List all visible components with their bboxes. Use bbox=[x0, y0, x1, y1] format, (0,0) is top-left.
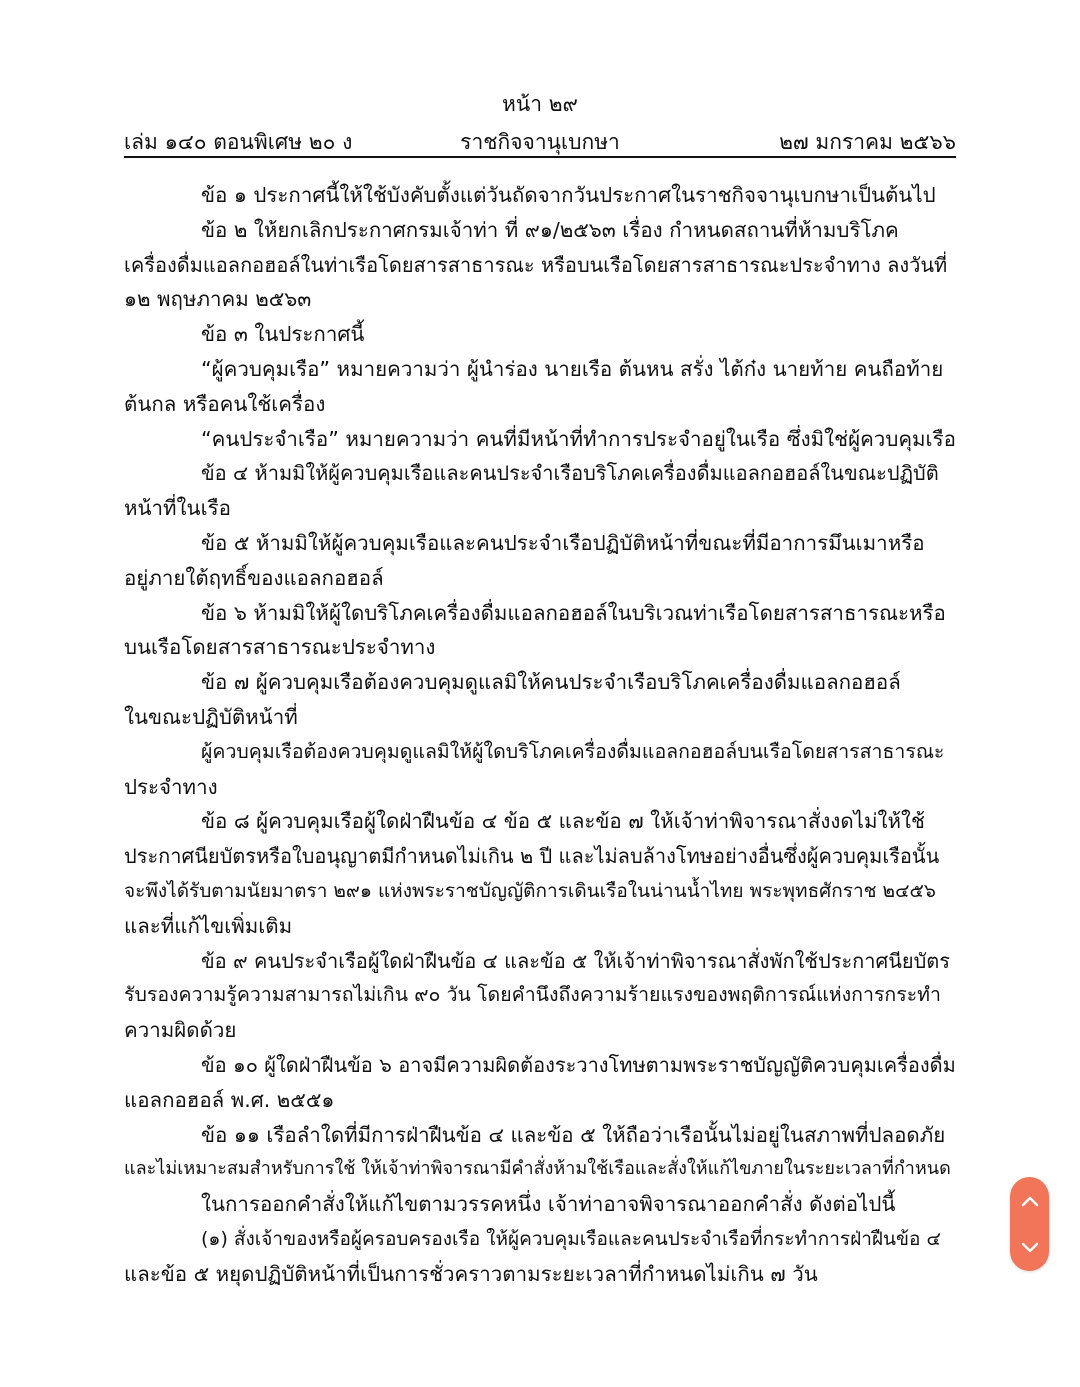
text-line bbox=[124, 700, 956, 735]
text-line bbox=[124, 909, 956, 944]
text-line-content: ๑๒ พฤษภาคม ๒๕๖๓ bbox=[124, 287, 312, 312]
text-line bbox=[124, 1013, 956, 1048]
text-line bbox=[124, 352, 956, 387]
text-line bbox=[124, 1118, 956, 1153]
text-line-content: (๑) สั่งเจ้าของหรือผู้ครอบครองเรือ ให้ผู้ควบคุมเรือและคนประจำเรือที่กระทำการฝ่าฝืนข้อ ๔ bbox=[201, 1227, 941, 1250]
text-line bbox=[124, 596, 956, 631]
text-line bbox=[124, 248, 956, 283]
text-line-content: ในการออกคำสั่งให้แก้ไขตามวรรคหนึ่ง เจ้าท่าอาจพิจารณาออกคำสั่ง ดังต่อไปนี้ bbox=[201, 1192, 896, 1217]
text-line bbox=[124, 213, 956, 248]
text-line-content: “ผู้ควบคุมเรือ” หมายความว่า ผู้นำร่อง นายเรือ ต้นหน สรั่ง ไต้ก๋ง นายท้าย คนถือท้าย bbox=[201, 356, 944, 381]
text-line-content: “คนประจำเรือ” หมายความว่า คนที่มีหน้าที่ทำการประจำอยู่ในเรือ ซึ่งมิใช่ผู้ควบคุมเรือ bbox=[201, 426, 956, 451]
text-line-content: และที่แก้ไขเพิ่มเติม bbox=[124, 913, 293, 938]
text-line bbox=[124, 1222, 956, 1257]
text-line-content: ประจำทาง bbox=[124, 774, 218, 799]
gazette-header bbox=[124, 122, 956, 158]
text-line-content: ข้อ ๑๑ เรือลำใดที่มีการฝ่าฝืนข้อ ๔ และข้อ ๕ ให้ถือว่าเรือนั้นไม่อยู่ในสภาพที่ปลอดภัย bbox=[201, 1122, 946, 1147]
text-line-content: อยู่ภายใต้ฤทธิ์ของแอลกอฮอล์ bbox=[124, 565, 384, 590]
text-line-content: จะพึงได้รับตามนัยมาตรา ๒๙๑ แห่งพระราชบัญญัติการเดินเรือในน่านน้ำไทย พระพุทธศักราช ๒๔๕๖ bbox=[124, 879, 936, 902]
scroll-down-button[interactable] bbox=[1010, 1224, 1049, 1271]
text-line-content: หน้าที่ในเรือ bbox=[124, 496, 231, 521]
text-line-content: ข้อ ๙ คนประจำเรือผู้ใดฝ่าฝืนข้อ ๔ และข้อ ๕ ให้เจ้าท่าพิจารณาสั่งพักใช้ประกาศนียบัตร bbox=[201, 948, 951, 973]
text-line-content: ข้อ ๗ ผู้ควบคุมเรือต้องควบคุมดูแลมิให้คนประจำเรือบริโภคเครื่องดื่มแอลกอฮอล์ bbox=[201, 670, 901, 695]
text-line-content: และข้อ ๕ หยุดปฏิบัติหน้าที่เป็นการชั่วคราวตามระยะเวลาที่กำหนดไม่เกิน ๗ วัน bbox=[124, 1261, 818, 1286]
chevron-down-icon bbox=[1021, 1242, 1039, 1254]
text-line bbox=[124, 456, 956, 491]
header-gazette-title: ราชกิจจานุเบกษา bbox=[460, 130, 620, 154]
text-line bbox=[124, 735, 956, 770]
text-line bbox=[124, 944, 956, 979]
text-line-content: ข้อ ๘ ผู้ควบคุมเรือผู้ใดฝ่าฝืนข้อ ๔ ข้อ ๕ และข้อ ๗ ให้เจ้าท่าพิจารณาสั่งงดไม่ให้ใช้ bbox=[201, 809, 925, 834]
text-line-content: แอลกอฮอล์ พ.ศ. ๒๕๕๑ bbox=[124, 1087, 335, 1112]
text-line bbox=[124, 422, 956, 457]
text-line bbox=[124, 630, 956, 665]
text-line-content: ข้อ ๑๐ ผู้ใดฝ่าฝืนข้อ ๖ อาจมีความผิดต้องระวางโทษตามพระราชบัญญัติควบคุมเครื่องดื่ม bbox=[201, 1052, 956, 1077]
text-line bbox=[124, 317, 956, 352]
text-line-content: ข้อ ๕ ห้ามมิให้ผู้ควบคุมเรือและคนประจำเรือปฏิบัติหน้าที่ขณะที่มีอาการมึนเมาหรือ bbox=[201, 530, 925, 555]
text-line bbox=[124, 1048, 956, 1083]
text-line bbox=[124, 839, 956, 874]
text-line bbox=[124, 526, 956, 561]
text-line-content: ข้อ ๖ ห้ามมิให้ผู้ใดบริโภคเครื่องดื่มแอลกอฮอล์ในบริเวณท่าเรือโดยสารสาธารณะหรือ bbox=[201, 600, 946, 625]
text-line bbox=[124, 282, 956, 317]
text-line-content: ข้อ ๔ ห้ามมิให้ผู้ควบคุมเรือและคนประจำเรือบริโภคเครื่องดื่มแอลกอฮอล์ในขณะปฏิบัติ bbox=[201, 461, 939, 486]
header-volume: เล่ม ๑๔๐ ตอนพิเศษ ๒๐ ง bbox=[124, 130, 353, 154]
text-line-content: ต้นกล หรือคนใช้เครื่อง bbox=[124, 391, 326, 416]
text-line-content: ผู้ควบคุมเรือต้องควบคุมดูแลมิให้ผู้ใดบริโภคเครื่องดื่มแอลกอฮอล์บนเรือโดยสารสาธารณะ bbox=[201, 739, 945, 763]
text-line bbox=[124, 978, 956, 1013]
text-line-content: ข้อ ๑ ประกาศนี้ให้ใช้บังคับตั้งแต่วันถัดจากวันประกาศในราชกิจจานุเบกษาเป็นต้นไป bbox=[201, 183, 936, 207]
text-line-content: เครื่องดื่มแอลกอฮอล์ในท่าเรือโดยสารสาธารณะ หรือบนเรือโดยสารสาธารณะประจำทาง ลงวันที่ bbox=[124, 252, 948, 277]
text-line bbox=[124, 874, 956, 909]
text-line bbox=[124, 1152, 956, 1187]
text-line bbox=[124, 1187, 956, 1222]
text-line-content: ข้อ ๒ ให้ยกเลิกประกาศกรมเจ้าท่า ที่ ๙๑/๒๕๖๓ เรื่อง กำหนดสถานที่ห้ามบริโภค bbox=[201, 217, 899, 242]
scroll-up-button[interactable] bbox=[1010, 1177, 1049, 1224]
header-date: ๒๗ มกราคม ๒๕๖๖ bbox=[779, 130, 956, 154]
text-line bbox=[124, 665, 956, 700]
text-line-content: รับรองความรู้ความสามารถไม่เกิน ๙๐ วัน โดยคำนึงถึงความร้ายแรงของพฤติการณ์แห่งการกระทำ bbox=[124, 983, 941, 1007]
text-line-content: บนเรือโดยสารสาธารณะประจำทาง bbox=[124, 635, 436, 660]
text-line bbox=[124, 770, 956, 805]
text-line bbox=[124, 491, 956, 526]
document-body bbox=[124, 178, 956, 1292]
text-line bbox=[124, 1257, 956, 1292]
text-line-content: ความผิดด้วย bbox=[124, 1018, 237, 1043]
page-scroll-control bbox=[1010, 1177, 1049, 1271]
text-line-content: ประกาศนียบัตรหรือใบอนุญาตมีกำหนดไม่เกิน ๒ ปี และไม่ลบล้างโทษอย่างอื่นซึ่งผู้ควบคุมเรือนั้น bbox=[124, 844, 940, 869]
chevron-up-icon bbox=[1021, 1195, 1039, 1207]
page-number: หน้า ๒๙ bbox=[502, 92, 578, 116]
text-line-content: ในขณะปฏิบัติหน้าที่ bbox=[124, 704, 298, 729]
text-line bbox=[124, 561, 956, 596]
text-line bbox=[124, 1083, 956, 1118]
text-line bbox=[124, 804, 956, 839]
text-line-content: ข้อ ๓ ในประกาศนี้ bbox=[201, 322, 365, 347]
text-line bbox=[124, 178, 956, 213]
text-line-content: และไม่เหมาะสมสำหรับการใช้ ให้เจ้าท่าพิจารณามีคำสั่งห้ามใช้เรือและสั่งให้แก้ไขภายในระยะเวลาที่กำหนด bbox=[124, 1158, 951, 1180]
text-line bbox=[124, 387, 956, 422]
